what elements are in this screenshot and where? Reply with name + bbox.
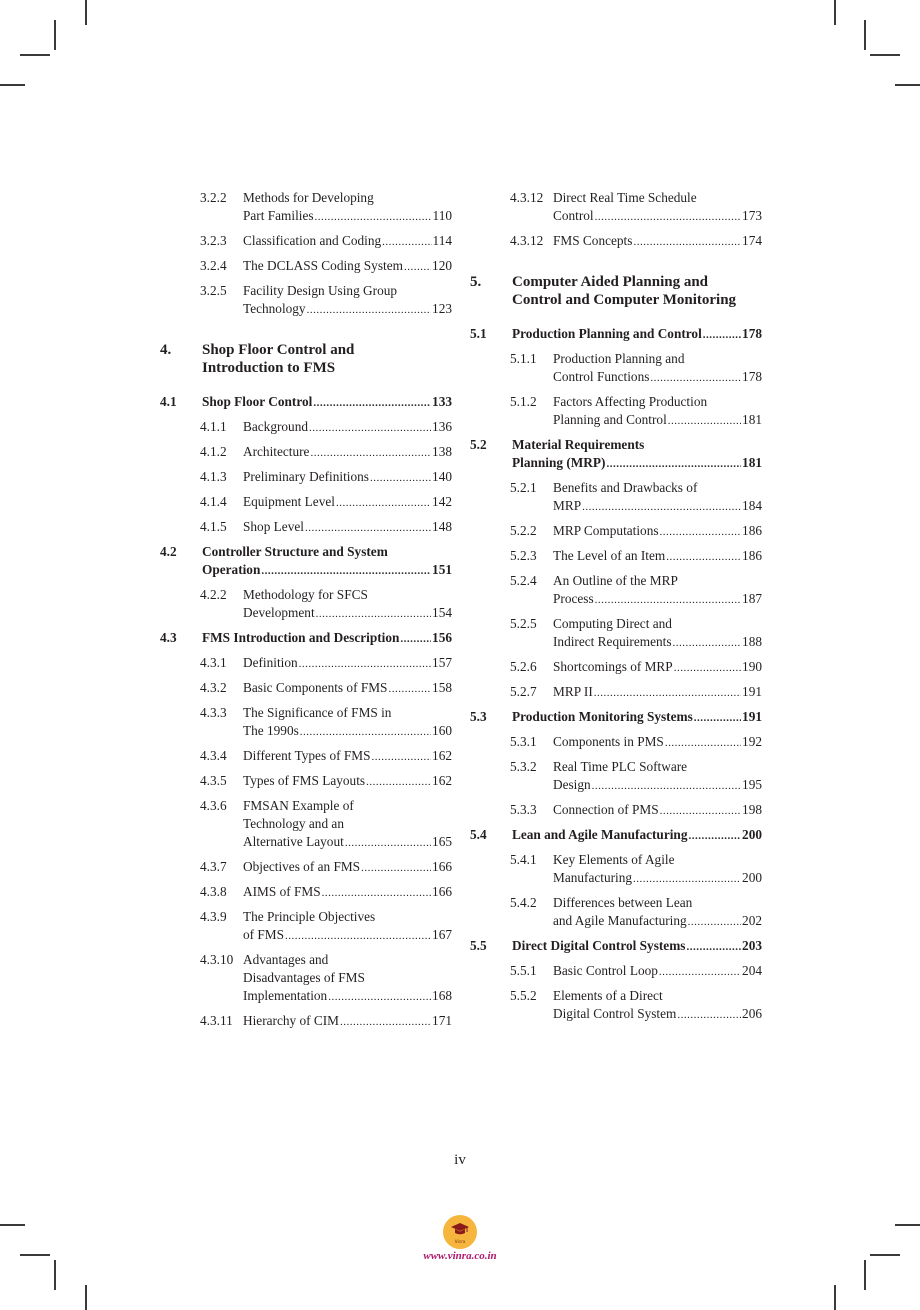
crop-mark bbox=[864, 20, 866, 50]
dot-leader bbox=[388, 679, 431, 698]
dot-leader bbox=[674, 658, 741, 677]
toc-number: 4.3.12 bbox=[510, 190, 544, 205]
toc-section[interactable] bbox=[470, 325, 762, 344]
dot-leader bbox=[340, 1012, 431, 1031]
toc-number: 5. bbox=[470, 274, 482, 290]
dot-leader bbox=[382, 232, 431, 251]
toc-title: Direct Digital Control Systems bbox=[512, 938, 686, 953]
crop-mark bbox=[834, 1285, 836, 1310]
toc-subsection[interactable] bbox=[160, 443, 452, 462]
toc-subsection[interactable] bbox=[470, 658, 762, 677]
toc-title: Planning (MRP) bbox=[512, 455, 606, 470]
toc-page-number: 191 bbox=[742, 709, 762, 724]
toc-number: 3.2.3 bbox=[200, 233, 227, 248]
publisher-logo bbox=[443, 1215, 477, 1249]
toc-title: Design bbox=[553, 777, 591, 792]
toc-title: Differences between Lean bbox=[553, 895, 693, 910]
toc-chapter[interactable] bbox=[160, 341, 452, 377]
toc-title: Components in PMS bbox=[553, 734, 664, 749]
toc-subsection[interactable] bbox=[470, 232, 762, 251]
toc-number: 4.3.12 bbox=[510, 233, 544, 248]
crop-mark bbox=[85, 0, 87, 25]
crop-mark bbox=[0, 1224, 25, 1226]
toc-page-number: 160 bbox=[432, 723, 452, 738]
toc-title: An Outline of the MRP bbox=[553, 573, 678, 588]
toc-title: Benefits and Drawbacks of bbox=[553, 480, 698, 495]
toc-subsection[interactable] bbox=[160, 747, 452, 766]
toc-page-number: 165 bbox=[432, 834, 452, 849]
toc-number: 4.1.1 bbox=[200, 419, 227, 434]
toc-page-number: 192 bbox=[742, 734, 762, 749]
toc-title: MRP II bbox=[553, 684, 593, 699]
toc-number: 4.1.4 bbox=[200, 494, 227, 509]
toc-number: 5.4.2 bbox=[510, 895, 537, 910]
toc-title: Alternative Layout bbox=[243, 834, 344, 849]
toc-title: Development bbox=[243, 605, 315, 620]
toc-title: Connection of PMS bbox=[553, 802, 659, 817]
toc-title: Production Monitoring Systems bbox=[512, 709, 693, 724]
toc-section[interactable] bbox=[470, 826, 762, 845]
toc-title: FMS Introduction and Description bbox=[202, 630, 400, 645]
dot-leader bbox=[299, 654, 431, 673]
toc-number: 4.3.10 bbox=[200, 952, 234, 967]
toc-page-number: 156 bbox=[432, 630, 452, 645]
toc-title: Basic Control Loop bbox=[553, 963, 658, 978]
toc-subsection[interactable] bbox=[160, 654, 452, 673]
dot-leader bbox=[404, 257, 431, 276]
dot-leader bbox=[328, 987, 431, 1006]
toc-number: 3.2.2 bbox=[200, 190, 227, 205]
toc-number: 4.1.3 bbox=[200, 469, 227, 484]
toc-subsection[interactable] bbox=[470, 479, 762, 516]
dot-leader bbox=[307, 300, 431, 319]
toc-page-number: 173 bbox=[742, 208, 762, 223]
dot-leader bbox=[400, 629, 431, 648]
toc-subsection[interactable] bbox=[160, 951, 452, 1006]
toc-number: 4.2.2 bbox=[200, 587, 227, 602]
toc-title: Elements of a Direct bbox=[553, 988, 663, 1003]
toc-section[interactable] bbox=[160, 393, 452, 412]
dot-leader bbox=[371, 747, 431, 766]
dot-leader bbox=[300, 722, 431, 741]
toc-title: Key Elements of Agile bbox=[553, 852, 675, 867]
toc-section[interactable] bbox=[470, 708, 762, 727]
dot-leader bbox=[345, 833, 431, 852]
toc-chapter[interactable] bbox=[470, 273, 762, 309]
toc-number: 5.3.3 bbox=[510, 802, 537, 817]
toc-title: Basic Components of FMS bbox=[243, 680, 388, 695]
toc-page-number: 200 bbox=[742, 827, 762, 842]
toc-subsection[interactable] bbox=[470, 962, 762, 981]
toc-number: 5.4 bbox=[470, 827, 487, 842]
dot-leader bbox=[677, 1005, 741, 1024]
toc-title: The Level of an Item bbox=[553, 548, 666, 563]
crop-mark bbox=[895, 84, 920, 86]
toc-title: Shop Floor Control and bbox=[202, 342, 355, 358]
toc-page-number: 186 bbox=[742, 548, 762, 563]
toc-title: Material Requirements bbox=[512, 437, 645, 452]
toc-number: 4.3.8 bbox=[200, 884, 227, 899]
dot-leader bbox=[370, 468, 431, 487]
dot-leader bbox=[336, 493, 431, 512]
dot-leader bbox=[660, 522, 742, 541]
toc-page-number: 148 bbox=[432, 519, 452, 534]
toc-subsection[interactable] bbox=[470, 350, 762, 387]
dot-leader bbox=[673, 633, 742, 652]
toc-number: 5.2 bbox=[470, 437, 487, 452]
toc-page-number: 191 bbox=[742, 684, 762, 699]
toc-subsection[interactable] bbox=[160, 1012, 452, 1031]
toc-subsection[interactable] bbox=[470, 758, 762, 795]
crop-mark bbox=[54, 20, 56, 50]
graduation-cap-icon bbox=[451, 1222, 469, 1236]
toc-subsection[interactable] bbox=[160, 257, 452, 276]
toc-title: Indirect Requirements bbox=[553, 634, 672, 649]
toc-page-number: 114 bbox=[432, 233, 452, 248]
toc-subsection[interactable] bbox=[160, 189, 452, 226]
toc-title: Technology bbox=[243, 301, 306, 316]
toc-title: Disadvantages of FMS bbox=[243, 970, 365, 985]
toc-number: 5.1 bbox=[470, 326, 487, 341]
toc-page-number: 142 bbox=[432, 494, 452, 509]
toc-number: 4.3.4 bbox=[200, 748, 227, 763]
toc-number: 3.2.5 bbox=[200, 283, 227, 298]
toc-title: Methods for Developing bbox=[243, 190, 374, 205]
toc-title: Real Time PLC Software bbox=[553, 759, 688, 774]
toc-number: 5.3.2 bbox=[510, 759, 537, 774]
toc-page-number: 158 bbox=[432, 680, 452, 695]
dot-leader bbox=[313, 393, 431, 412]
toc-number: 4.3.9 bbox=[200, 909, 227, 924]
crop-mark bbox=[54, 1260, 56, 1290]
toc-number: 4.1.2 bbox=[200, 444, 227, 459]
toc-number: 5.2.6 bbox=[510, 659, 537, 674]
dot-leader bbox=[594, 683, 741, 702]
toc-subsection[interactable] bbox=[470, 189, 762, 226]
toc-number: 5.2.5 bbox=[510, 616, 537, 631]
page-number: iv bbox=[454, 1152, 466, 1168]
toc-number: 5.1.1 bbox=[510, 351, 537, 366]
dot-leader bbox=[305, 518, 431, 537]
toc-subsection[interactable] bbox=[160, 518, 452, 537]
toc-title: Architecture bbox=[243, 444, 310, 459]
dot-leader bbox=[261, 561, 431, 580]
toc-title: The Principle Objectives bbox=[243, 909, 376, 924]
dot-leader bbox=[703, 325, 741, 344]
toc-title: Part Families bbox=[243, 208, 314, 223]
dot-leader bbox=[606, 454, 741, 473]
toc-page-number: 203 bbox=[742, 938, 762, 953]
toc-number: 4.3.3 bbox=[200, 705, 227, 720]
toc-title: Preliminary Definitions bbox=[243, 469, 369, 484]
toc-number: 4.3.11 bbox=[200, 1013, 233, 1028]
crop-mark bbox=[895, 1224, 920, 1226]
toc-title: Objectives of an FMS bbox=[243, 859, 361, 874]
toc-title: AIMS of FMS bbox=[243, 884, 321, 899]
toc-number: 5.3 bbox=[470, 709, 487, 724]
toc-subsection[interactable] bbox=[160, 468, 452, 487]
toc-subsection[interactable] bbox=[160, 797, 452, 852]
toc-number: 4.3.7 bbox=[200, 859, 227, 874]
toc-subsection[interactable] bbox=[470, 733, 762, 752]
toc-title: The 1990s bbox=[243, 723, 299, 738]
toc-section[interactable] bbox=[470, 937, 762, 956]
toc-title: Control bbox=[553, 208, 594, 223]
toc-page-number: 174 bbox=[742, 233, 762, 248]
toc-title: Technology and an bbox=[243, 816, 344, 831]
toc-page-number: 133 bbox=[432, 394, 452, 409]
toc-title: Equipment Level bbox=[243, 494, 335, 509]
toc-number: 5.5.1 bbox=[510, 963, 537, 978]
logo-tagline: Vinra bbox=[454, 1239, 466, 1244]
toc-title: Types of FMS Layouts bbox=[243, 773, 366, 788]
toc-title: Definition bbox=[243, 655, 298, 670]
toc-number: 4.3.6 bbox=[200, 798, 227, 813]
dot-leader bbox=[315, 207, 432, 226]
dot-leader bbox=[660, 801, 741, 820]
toc-page-number: 123 bbox=[432, 301, 452, 316]
toc-subsection[interactable] bbox=[470, 683, 762, 702]
toc-page-number: 178 bbox=[742, 369, 762, 384]
toc-number: 5.5.2 bbox=[510, 988, 537, 1003]
toc-page-number: 168 bbox=[432, 988, 452, 1003]
dot-leader bbox=[310, 443, 431, 462]
toc-title: Hierarchy of CIM bbox=[243, 1013, 339, 1028]
dot-leader bbox=[665, 733, 741, 752]
toc-title: Planning and Control bbox=[553, 412, 667, 427]
toc-page-number: 166 bbox=[432, 884, 452, 899]
toc-section[interactable] bbox=[160, 543, 452, 580]
toc-subsection[interactable] bbox=[160, 772, 452, 791]
toc-page-number: 188 bbox=[742, 634, 762, 649]
toc-subsection[interactable] bbox=[160, 586, 452, 623]
toc-subsection[interactable] bbox=[470, 522, 762, 541]
dot-leader bbox=[366, 772, 431, 791]
toc-page-number: 187 bbox=[742, 591, 762, 606]
toc-page-number: 166 bbox=[432, 859, 452, 874]
toc-subsection[interactable] bbox=[470, 572, 762, 609]
toc-number: 3.2.4 bbox=[200, 258, 227, 273]
dot-leader bbox=[592, 776, 741, 795]
toc-section[interactable] bbox=[470, 436, 762, 473]
toc-subsection[interactable] bbox=[470, 393, 762, 430]
dot-leader bbox=[650, 368, 741, 387]
toc-number: 4.1.5 bbox=[200, 519, 227, 534]
dot-leader bbox=[316, 604, 431, 623]
toc-title: Facility Design Using Group bbox=[243, 283, 398, 298]
dot-leader bbox=[322, 883, 431, 902]
toc-page-number: 186 bbox=[742, 523, 762, 538]
toc-number: 5.1.2 bbox=[510, 394, 537, 409]
dot-leader bbox=[595, 590, 741, 609]
toc-title: Operation bbox=[202, 562, 261, 577]
toc-title: Background bbox=[243, 419, 308, 434]
toc-page-number: 136 bbox=[432, 419, 452, 434]
toc-title: Methodology for SFCS bbox=[243, 587, 368, 602]
dot-leader bbox=[688, 912, 741, 931]
toc-title: Computer Aided Planning and bbox=[512, 274, 709, 290]
toc-subsection[interactable] bbox=[470, 615, 762, 652]
toc-subsection[interactable] bbox=[160, 282, 452, 319]
toc-number: 5.2.7 bbox=[510, 684, 537, 699]
toc-number: 4.3 bbox=[160, 630, 177, 645]
toc-title: The Significance of FMS in bbox=[243, 705, 392, 720]
toc-subsection[interactable] bbox=[160, 418, 452, 437]
toc-title: Controller Structure and System bbox=[202, 544, 388, 559]
toc-page-number: 110 bbox=[432, 208, 452, 223]
toc-page-number: 157 bbox=[432, 655, 452, 670]
toc-title: The DCLASS Coding System bbox=[243, 258, 403, 273]
toc-subsection[interactable] bbox=[160, 232, 452, 251]
toc-page-number: 162 bbox=[432, 748, 452, 763]
toc-title: Manufacturing bbox=[553, 870, 633, 885]
toc-left-column bbox=[160, 189, 452, 1037]
toc-page-number: 162 bbox=[432, 773, 452, 788]
toc-subsection[interactable] bbox=[160, 679, 452, 698]
dot-leader bbox=[309, 418, 431, 437]
toc-page-number: 154 bbox=[432, 605, 452, 620]
toc-number: 4.2 bbox=[160, 544, 177, 559]
crop-mark bbox=[864, 1260, 866, 1290]
toc-subsection[interactable] bbox=[160, 704, 452, 741]
dot-leader bbox=[659, 962, 741, 981]
toc-subsection[interactable] bbox=[160, 493, 452, 512]
toc-title: Computing Direct and bbox=[553, 616, 672, 631]
toc-number: 4.1 bbox=[160, 394, 177, 409]
toc-number: 4.3.1 bbox=[200, 655, 227, 670]
dot-leader bbox=[595, 207, 741, 226]
publisher-url[interactable]: www.vinra.co.in bbox=[423, 1250, 497, 1262]
toc-title: of FMS bbox=[243, 927, 285, 942]
toc-title: Classification and Coding bbox=[243, 233, 382, 248]
toc-number: 5.2.3 bbox=[510, 548, 537, 563]
toc-title: Control and Computer Monitoring bbox=[512, 292, 737, 308]
toc-number: 5.2.4 bbox=[510, 573, 537, 588]
toc-number: 4. bbox=[160, 342, 172, 358]
toc-subsection[interactable] bbox=[160, 908, 452, 945]
toc-title: Shop Floor Control bbox=[202, 394, 313, 409]
toc-page-number: 202 bbox=[742, 913, 762, 928]
toc-title: Factors Affecting Production bbox=[553, 394, 708, 409]
toc-page-number: 167 bbox=[432, 927, 452, 942]
dot-leader bbox=[582, 497, 741, 516]
toc-subsection[interactable] bbox=[160, 858, 452, 877]
crop-mark bbox=[85, 1285, 87, 1310]
toc-section[interactable] bbox=[160, 629, 452, 648]
toc-page-number: 120 bbox=[432, 258, 452, 273]
toc-page-number: 198 bbox=[742, 802, 762, 817]
toc-title: Production Planning and Control bbox=[512, 326, 702, 341]
toc-title: FMSAN Example of bbox=[243, 798, 354, 813]
crop-mark bbox=[0, 84, 25, 86]
toc-title: Different Types of FMS bbox=[243, 748, 371, 763]
toc-title: FMS Concepts bbox=[553, 233, 633, 248]
dot-leader bbox=[633, 869, 741, 888]
toc-subsection[interactable] bbox=[470, 801, 762, 820]
toc-subsection[interactable] bbox=[470, 987, 762, 1024]
toc-page-number: 200 bbox=[742, 870, 762, 885]
toc-number: 4.3.5 bbox=[200, 773, 227, 788]
toc-page-number: 171 bbox=[432, 1013, 452, 1028]
toc-title: Process bbox=[553, 591, 594, 606]
toc-title: Direct Real Time Schedule bbox=[553, 190, 697, 205]
crop-mark bbox=[834, 0, 836, 25]
toc-number: 5.2.2 bbox=[510, 523, 537, 538]
toc-page-number: 195 bbox=[742, 777, 762, 792]
toc-number: 4.3.2 bbox=[200, 680, 227, 695]
toc-number: 5.4.1 bbox=[510, 852, 537, 867]
toc-page-number: 138 bbox=[432, 444, 452, 459]
dot-leader bbox=[285, 926, 431, 945]
toc-subsection[interactable] bbox=[470, 547, 762, 566]
dot-leader bbox=[686, 937, 741, 956]
toc-title: Shop Level bbox=[243, 519, 304, 534]
toc-subsection[interactable] bbox=[470, 894, 762, 931]
dot-leader bbox=[688, 826, 741, 845]
toc-title: Shortcomings of MRP bbox=[553, 659, 673, 674]
toc-title: Introduction to FMS bbox=[202, 360, 336, 376]
crop-mark bbox=[870, 54, 900, 56]
toc-title: Digital Control System bbox=[553, 1006, 677, 1021]
toc-title: and Agile Manufacturing bbox=[553, 913, 687, 928]
dot-leader bbox=[666, 547, 741, 566]
toc-title: MRP bbox=[553, 498, 582, 513]
crop-mark bbox=[20, 54, 50, 56]
dot-leader bbox=[668, 411, 741, 430]
toc-number: 5.2.1 bbox=[510, 480, 537, 495]
toc-number: 5.3.1 bbox=[510, 734, 537, 749]
toc-title: Production Planning and bbox=[553, 351, 685, 366]
dot-leader bbox=[633, 232, 741, 251]
toc-page-number: 181 bbox=[742, 455, 762, 470]
toc-page-number: 184 bbox=[742, 498, 762, 513]
toc-page-number: 140 bbox=[432, 469, 452, 484]
toc-number: 5.5 bbox=[470, 938, 487, 953]
toc-title: Control Functions bbox=[553, 369, 650, 384]
toc-subsection[interactable] bbox=[160, 883, 452, 902]
dot-leader bbox=[361, 858, 431, 877]
toc-subsection[interactable] bbox=[470, 851, 762, 888]
toc-title: Lean and Agile Manufacturing bbox=[512, 827, 688, 842]
toc-right-column bbox=[470, 189, 762, 1030]
toc-page-number: 181 bbox=[742, 412, 762, 427]
toc-title: MRP Computations bbox=[553, 523, 659, 538]
toc-page-number: 190 bbox=[742, 659, 762, 674]
toc-title: Implementation bbox=[243, 988, 328, 1003]
toc-page-number: 151 bbox=[432, 562, 452, 577]
toc-page-number: 206 bbox=[742, 1006, 762, 1021]
toc-page-number: 204 bbox=[742, 963, 762, 978]
dot-leader bbox=[694, 708, 741, 727]
toc-title: Advantages and bbox=[243, 952, 329, 967]
toc-page-number: 178 bbox=[742, 326, 762, 341]
